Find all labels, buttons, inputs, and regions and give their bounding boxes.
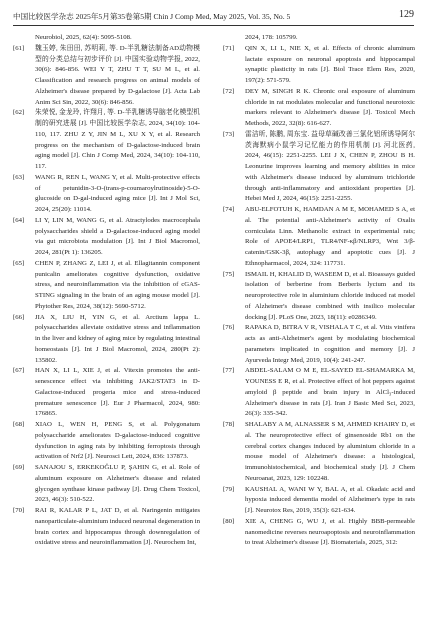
reference-number: [76] — [223, 324, 235, 332]
reference-entry — [13, 313, 200, 367]
reference-text: ABU-ELFOTUH K, HAMDAN A M E, MOHAMED S A, et al. The potential anti-Alzheimer's activity of Oxalis corniculata Linn. Methanolic extract in experimental rats; Role of APOE4/LRP1, TLR4/NF-κβ/NLRP3, Wnt 3/β-catenin/GSK-3β, autophagy and apoptotic cues [J]. J Ethnopharmacol, 2024, 324: 117731. — [245, 206, 415, 267]
reference-number: [70] — [13, 507, 25, 514]
reference-text: 朱荣悦, 金龙玲, 许翔月, 等. D-半乳糖诱导脑老化模型机制的研究进展 [J]. 中国比较医学杂志, 2024, 34(10): 104-110, 117. ZHU Z Y, JIN M L, XU X Y, et al. Research progress on the mechanism of D-galactose-induced brain aging model [J]. Chin J Comp Med, 2024, 34(10): 104-110, 117. — [35, 109, 200, 170]
reference-text: ABDEL-SALAM O M E, EL-SAYED EL-SHAMARKA M, YOUNESS E R, et al. Protective effect of hot peppers against amyloid β peptide and brain injury in AlCl₃-induced Alzheimer's disease in rats [J]. Iran J Basic Med Sci, 2023, 26(3): 335-342. — [245, 367, 415, 418]
reference-text: SHALABY A M, ALNASSER S M, AHMED KHAIRY D, et al. The neuroprotective effect of ginsenoside Rb1 on the cerebral cortex changes induced by aluminium chloride in a mouse model of Alzheimer's disease: a histological, immunohistochemical, and biochemical study [J]. J Chem Neuroanat, 2023, 129: 102248. — [245, 421, 415, 482]
reference-number: [62] — [13, 109, 25, 117]
reference-number: [69] — [13, 464, 25, 471]
running-header — [0, 11, 427, 25]
reference-number: [72] — [223, 87, 235, 95]
reference-entry — [223, 420, 415, 485]
right-column — [223, 33, 415, 549]
reference-entry — [13, 420, 200, 463]
reference-text: KAUSHAL A, WANI W Y, BAL A, et al. Okadaic acid and hypoxia induced dementia model of Alzheimer's type in rats [J]. Neurotox Res, 2019, 35(3): 621-634. — [245, 485, 415, 514]
reference-number: [64] — [13, 216, 25, 224]
left-column — [13, 33, 200, 549]
reference-entry — [223, 44, 415, 87]
reference-number: [73] — [223, 130, 235, 138]
reference-text: DEY M, SINGH R K. Chronic oral exposure of aluminum chloride in rat modulates molecular and functional neurotoxic markers relevant to Alzheimer's disease [J]. Toxicol Mech Methods, 2022, 32(8): 616-627. — [245, 87, 415, 127]
reference-entry — [13, 44, 200, 109]
reference-text: HAN X, LI L, XIE J, et al. Vitexin promotes the anti-senescence effect via inhibiting JAK2/STAT3 in D-Galactose-induced progeria mice and stress-induced premature senescence [J]. Eur J Pharmacol, 2024, 980: 176865. — [35, 367, 200, 418]
reference-text: SANAJOU S, ERKEKOĞLU P, ŞAHIN G, et al. Role of aluminum exposure on Alzheimer's disease and related glycogen synthase kinase pathway [J]. Drug Chem Toxicol, 2023, 46(3): 510-522. — [35, 464, 200, 504]
reference-entry — [13, 259, 200, 313]
reference-entry — [223, 87, 415, 130]
reference-number: [65] — [13, 259, 25, 267]
reference-number: [68] — [13, 421, 25, 428]
reference-entry — [13, 173, 200, 216]
reference-number: [80] — [223, 517, 235, 525]
page-number: 129 — [399, 9, 414, 20]
reference-text: JIA X, LIU H, YIN G, et al. Arctium lappa L. polysaccharides alleviate oxidative stress and inflammation in the liver and kidney of aging mice by regulating intestinal homeostasis [J]. Int J Biol Macromol, 2024, 280(Pt 2): 135802. — [35, 313, 200, 364]
reference-entry — [13, 366, 200, 420]
reference-entry — [13, 463, 200, 506]
reference-number: [67] — [13, 367, 25, 375]
reference-text: WANG R, REN L, WANG Y, et al. Multi-protective effects of petunidin-3-O-(trans-p-coumaroylrutinoside)-5-O-glucoside on D-gal-induced aging mice [J]. Int J Mol Sci, 2024, 25(20): 11014. — [35, 173, 200, 213]
reference-entry — [223, 205, 415, 270]
header-rule — [13, 25, 414, 26]
reference-text: XIAO L, WEN H, PENG S, et al. Polygonatum polysaccharide ameliorates D-galactose-induced cognitive dysfunction in aging rats by inhibiting ferroptosis through activation of Nrf2 [J]. Neurosci Lett, 2024, 836: 137873. — [35, 421, 200, 461]
reference-continuation: Neurobiol, 2025, 62(4): 5095-5108. — [35, 34, 132, 41]
reference-text: CHEN P, ZHANG Z, LEI J, et al. Ellagitannin component punicalin ameliorates cognitive dysfunction, oxidative stress, and neuroinflammation via the inhibition of cGAS-STING signaling in the brain of an aging mouse model [J]. Phytother Res, 2024, 38(12): 5690-5712. — [35, 259, 200, 310]
reference-entry — [13, 216, 200, 259]
reference-text: QIN X, LI L, NIE X, et al. Effects of chronic aluminum lactate exposure on neuronal apoptosis and hippocampal synaptic plasticity in rats [J]. Biol Trace Elem Res, 2020, 197(2): 571-579. — [245, 44, 415, 84]
reference-entry — [223, 517, 415, 549]
reference-number: [61] — [13, 44, 25, 52]
reference-entry — [13, 108, 200, 173]
reference-number: [75] — [223, 270, 235, 278]
reference-number: [63] — [13, 173, 25, 181]
reference-entry — [223, 270, 415, 324]
reference-text: XIE A, CHENG G, WU J, et al. Highly BBB-permeable nanomedicine reverses neuroapoptosis and neuroinflammation to treat Alzheimer's disease [J]. Biomaterials, 2025, 312: — [245, 517, 415, 547]
reference-number: [77] — [223, 367, 235, 375]
reference-entry — [223, 366, 415, 420]
reference-text: LI Y, LIN M, WANG G, et al. Atractylodes macrocephala polysaccharides shield a D-galactose-induced aging model via gut microbiota modulation [J]. Int J Biol Macromol, 2024, 281(Pt 1): 136205. — [35, 216, 200, 256]
journal-header-text: 中国比较医学杂志 2025年5月第35卷第5期 Chin J Comp Med, May 2025, Vol. 35, No. 5 — [13, 12, 291, 21]
reference-entry — [223, 323, 415, 366]
reference-text: ISMAIL H, KHALID D, WASEEM D, et al. Bioassays guided isolation of berberine from Berberis lycium and its neuroprotective role in aluminium chloride induced rat model of Alzheimer's disease combined with insilico molecular docking [J]. PLoS One, 2023, 18(11): e0286349. — [245, 270, 415, 321]
reference-continuation: 2024, 178: 105799. — [245, 34, 298, 41]
reference-entry — [223, 130, 415, 205]
reference-text: RAPAKA D, BITRA V R, VISHALA T C, et al. Vitis vinifera acts as anti-Alzheimer's agent by modulating biochemical parameters implicated in cognition and memory [J]. J Ayurveda Integr Med, 2019, 10(4): 241-247. — [245, 324, 415, 364]
reference-entry — [13, 506, 200, 549]
reference-number: [74] — [223, 206, 235, 213]
reference-number: [71] — [223, 44, 235, 52]
reference-text: RAI R, KALAR P L, JAT D, et al. Naringenin mitigates nanoparticulate-aluminium induced neuronal degeneration in brain cortex and hippocampus through downregulation of oxidative stress and neuroinflammation [J]. Neurochem Int, — [35, 507, 200, 547]
reference-number: [78] — [223, 421, 235, 428]
reference-text: 雷洁昕, 陈鹏, 周东宝. 益母草碱改善三氯化铝所诱导阿尔茨海默病小鼠学习记忆能力的作用机制 [J]. 河北医药, 2024, 46(15): 2251-2255. LEI J X, CHEN P, ZHOU B H. Leonurine improves learning and memory abilities in mice with Alzheimer's disease induced by aluminum trichloride through anti-inflammatory and antioxidant properties [J]. Hebei Med J, 2024, 46(15): 2251-2255. — [245, 130, 415, 203]
reference-entry — [223, 485, 415, 517]
reference-number: [79] — [223, 485, 235, 493]
reference-text: 魏玉婷, 朱田田, 苏明莉, 等. D-半乳糖法制备AD动物模型的分类总结与初步评价 [J]. 中国实验动物学报, 2022, 30(6): 846-856. WEI Y T, ZHU T T, SU M L, et al. Classification and research progress on animal models of Alzheimer's disease prepared by D-galactose [J]. Acta Lab Anim Sci Sin, 2022, 30(6): 846-856. — [35, 44, 200, 106]
reference-number: [66] — [13, 313, 25, 321]
